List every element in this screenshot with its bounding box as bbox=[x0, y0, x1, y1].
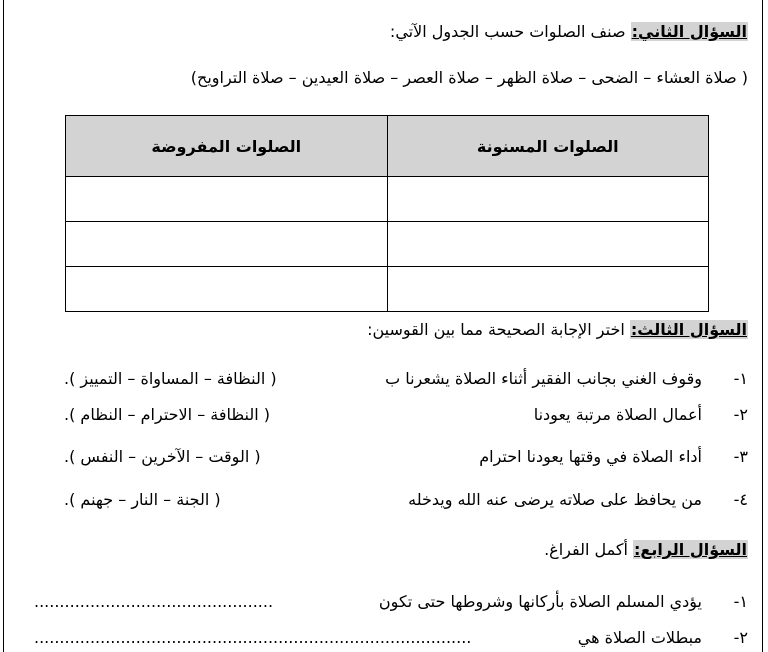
q3-item-text: أعمال الصلاة مرتبة يعودنا bbox=[533, 405, 702, 424]
table-cell-fard[interactable] bbox=[66, 267, 388, 312]
table-cell-fard[interactable] bbox=[66, 222, 388, 267]
q3-item-number: ١- bbox=[733, 369, 748, 388]
q3-item-options[interactable]: ( الجنة – النار – جهنم ). bbox=[64, 490, 221, 509]
q3-item-text: أداء الصلاة في وقتها يعودنا احترام bbox=[479, 447, 702, 466]
worksheet-page bbox=[3, 0, 763, 652]
q2-heading bbox=[18, 22, 748, 41]
q4-item-blank[interactable]: ...................................................................................... bbox=[34, 628, 472, 647]
table-header-row bbox=[66, 116, 709, 177]
table-cell-sunnah[interactable] bbox=[387, 267, 709, 312]
q3-item-options[interactable]: ( النظافة – المساواة – التمييز ). bbox=[64, 369, 277, 388]
q4-item-number: ١- bbox=[733, 592, 748, 611]
q4-item-text: مبطلات الصلاة هي bbox=[577, 628, 702, 647]
table-row bbox=[66, 222, 709, 267]
q3-item-number: ٢- bbox=[733, 405, 748, 424]
col-sunnah-header: الصلوات المسنونة bbox=[387, 116, 709, 177]
q4-label: السؤال الرابع: bbox=[633, 540, 747, 559]
table-row bbox=[66, 177, 709, 222]
q3-heading bbox=[18, 320, 748, 339]
q3-item-options[interactable]: ( الوقت – الآخرين – النفس ). bbox=[64, 447, 261, 466]
q3-item-text: من يحافظ على صلاته يرضى عنه الله ويدخله bbox=[408, 490, 702, 509]
q4-item-text: يؤدي المسلم الصلاة بأركانها وشروطها حتى تكون bbox=[378, 592, 702, 611]
table-row bbox=[66, 267, 709, 312]
q4-instruction: أكمل الفراغ. bbox=[544, 540, 633, 559]
q3-item-number: ٤- bbox=[733, 490, 748, 509]
q3-item-text: وقوف الغني بجانب الفقير أثناء الصلاة يشعرنا ب bbox=[385, 369, 702, 388]
q3-label: السؤال الثالث: bbox=[630, 320, 747, 339]
table-cell-fard[interactable] bbox=[66, 177, 388, 222]
q4-item-number: ٢- bbox=[733, 628, 748, 647]
table-cell-sunnah[interactable] bbox=[387, 222, 709, 267]
prayer-classification-table bbox=[65, 115, 709, 312]
q3-instruction: اختر الإجابة الصحيحة مما بين القوسين: bbox=[367, 320, 630, 339]
q3-item-number: ٣- bbox=[733, 447, 748, 466]
q2-prayers: ( صلاة العشاء – الضحى – صلاة الظهر – صلاة العصر – صلاة العيدين – صلاة التراويح) bbox=[190, 68, 748, 87]
q2-label: السؤال الثاني: bbox=[631, 22, 747, 41]
q3-item-options[interactable]: ( النظافة – الاحترام – النظام ). bbox=[64, 405, 270, 424]
col-fard-header: الصلوات المفروضة bbox=[66, 116, 388, 177]
q4-heading bbox=[18, 540, 748, 559]
q4-item-blank[interactable]: ............................................... bbox=[34, 592, 274, 611]
q2-instruction: صنف الصلوات حسب الجدول الآتي: bbox=[389, 22, 631, 41]
q2-prayer-list bbox=[18, 68, 748, 87]
table-cell-sunnah[interactable] bbox=[387, 177, 709, 222]
